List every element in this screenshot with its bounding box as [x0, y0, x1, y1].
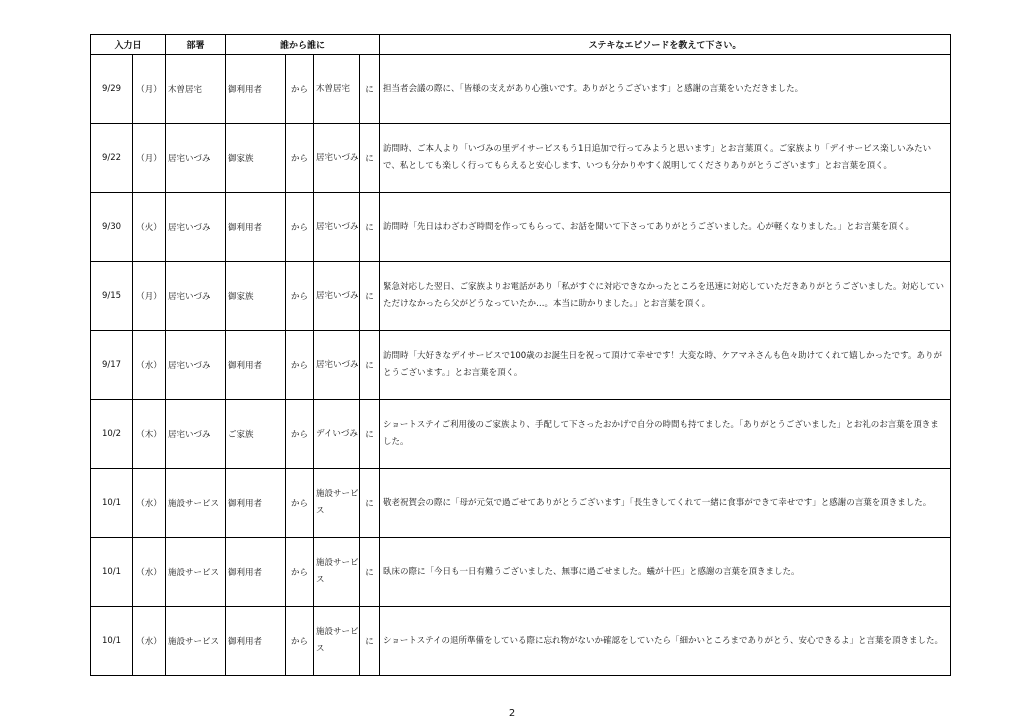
row-from: 御利用者: [226, 193, 286, 262]
row-kara: から: [286, 607, 314, 676]
row-ni: に: [360, 469, 380, 538]
row-kara: から: [286, 469, 314, 538]
row-kara: から: [286, 400, 314, 469]
row-date: 10/2: [91, 400, 133, 469]
row-episode: 訪問時「大好きなデイサービスで100歳のお誕生日を祝って頂けて幸せです！大変な時、ケアマネさんも色々助けてくれて嬉しかったです。ありがとうございます。」とお言葉を頂く。: [380, 331, 951, 400]
row-from: 御利用者: [226, 538, 286, 607]
row-weekday: （月）: [133, 262, 166, 331]
header-date: 入力日: [91, 35, 166, 55]
row-date: 10/1: [91, 469, 133, 538]
page-number: 2: [508, 708, 516, 719]
row-to: 施設サービス: [314, 469, 360, 538]
row-kara: から: [286, 262, 314, 331]
row-weekday: （火）: [133, 193, 166, 262]
row-date: 9/30: [91, 193, 133, 262]
row-kara: から: [286, 538, 314, 607]
row-to: 居宅いづみ: [314, 193, 360, 262]
header-episode: ステキなエピソードを教えて下さい。: [380, 35, 951, 55]
row-date: 9/29: [91, 55, 133, 124]
row-kara: から: [286, 193, 314, 262]
row-date: 9/15: [91, 262, 133, 331]
row-to: 居宅いづみ: [314, 124, 360, 193]
row-episode: 訪問時「先日はわざわざ時間を作ってもらって、お話を聞いて下さってありがとうございました。心が軽くなりました。」とお言葉を頂く。: [380, 193, 951, 262]
row-department: 施設サービス: [166, 538, 226, 607]
table-row: [91, 262, 951, 331]
row-to: 木曽居宅: [314, 55, 360, 124]
row-weekday: （水）: [133, 607, 166, 676]
row-from: ご家族: [226, 400, 286, 469]
row-kara: から: [286, 55, 314, 124]
row-episode: 担当者会議の際に、「皆様の支えがあり心強いです。ありがとうございます」と感謝の言葉をいただきました。: [380, 55, 951, 124]
row-from: 御家族: [226, 124, 286, 193]
row-episode: 緊急対応した翌日、ご家族よりお電話があり「私がすぐに対応できなかったところを迅速に対応していただきありがとうございました。対応していただけなかったら父がどうなっていたか…。本当に助かりました。」とお言葉を頂く。: [380, 262, 951, 331]
header-row: [91, 35, 951, 55]
row-weekday: （月）: [133, 124, 166, 193]
table-row: [91, 400, 951, 469]
header-dept: 部署: [166, 35, 226, 55]
row-episode: ショートステイの退所準備をしている際に忘れ物がないか確認をしていたら「細かいところまでありがとう、安心できるよ」と言葉を頂きました。: [380, 607, 951, 676]
row-date: 10/1: [91, 538, 133, 607]
row-department: 木曽居宅: [166, 55, 226, 124]
row-date: 9/22: [91, 124, 133, 193]
row-date: 10/1: [91, 607, 133, 676]
row-episode: ショートステイご利用後のご家族より、手配して下さったおかげで自分の時間も持てました。「ありがとうございました」とお礼のお言葉を頂きました。: [380, 400, 951, 469]
row-to: 施設サービス: [314, 538, 360, 607]
row-episode: 臥床の際に「今日も一日有難うございました、無事に過ごせました。蟻が十匹」と感謝の言葉を頂きました。: [380, 538, 951, 607]
header-who: 誰から誰に: [226, 35, 380, 55]
row-episode: 訪問時、ご本人より「いづみの里デイサービスもう1日追加で行ってみようと思います」とお言葉頂く。ご家族より「デイサービス楽しいみたいで、私としても楽しく行ってもらえると安心します、いつも分かりやすく説明してくださりありがとうございます」とお言葉を頂く。: [380, 124, 951, 193]
row-department: 居宅いづみ: [166, 193, 226, 262]
row-ni: に: [360, 55, 380, 124]
row-weekday: （水）: [133, 538, 166, 607]
row-to: 居宅いづみ: [314, 262, 360, 331]
row-ni: に: [360, 538, 380, 607]
row-kara: から: [286, 124, 314, 193]
row-to: デイいづみ: [314, 400, 360, 469]
row-ni: に: [360, 331, 380, 400]
row-ni: に: [360, 193, 380, 262]
table-row: [91, 331, 951, 400]
row-date: 9/17: [91, 331, 133, 400]
row-department: 施設サービス: [166, 607, 226, 676]
row-department: 施設サービス: [166, 469, 226, 538]
row-from: 御利用者: [226, 55, 286, 124]
row-from: 御家族: [226, 262, 286, 331]
table-row: [91, 469, 951, 538]
table-row: [91, 55, 951, 124]
row-episode: 敬老祝賀会の際に「母が元気で過ごせてありがとうございます」「長生きしてくれて一緒に食事ができて幸せです」と感謝の言葉を頂きました。: [380, 469, 951, 538]
row-weekday: （木）: [133, 400, 166, 469]
row-to: 居宅いづみ: [314, 331, 360, 400]
table-row: [91, 124, 951, 193]
row-weekday: （水）: [133, 469, 166, 538]
table-row: [91, 193, 951, 262]
row-weekday: （月）: [133, 55, 166, 124]
row-department: 居宅いづみ: [166, 331, 226, 400]
row-ni: に: [360, 607, 380, 676]
row-weekday: （水）: [133, 331, 166, 400]
row-from: 御利用者: [226, 469, 286, 538]
row-from: 御利用者: [226, 607, 286, 676]
row-ni: に: [360, 400, 380, 469]
row-department: 居宅いづみ: [166, 262, 226, 331]
row-department: 居宅いづみ: [166, 124, 226, 193]
row-to: 施設サービス: [314, 607, 360, 676]
row-ni: に: [360, 262, 380, 331]
row-department: 居宅いづみ: [166, 400, 226, 469]
row-ni: に: [360, 124, 380, 193]
table-row: [91, 607, 951, 676]
row-from: 御利用者: [226, 331, 286, 400]
episode-table: [90, 34, 951, 676]
row-kara: から: [286, 331, 314, 400]
table-row: [91, 538, 951, 607]
